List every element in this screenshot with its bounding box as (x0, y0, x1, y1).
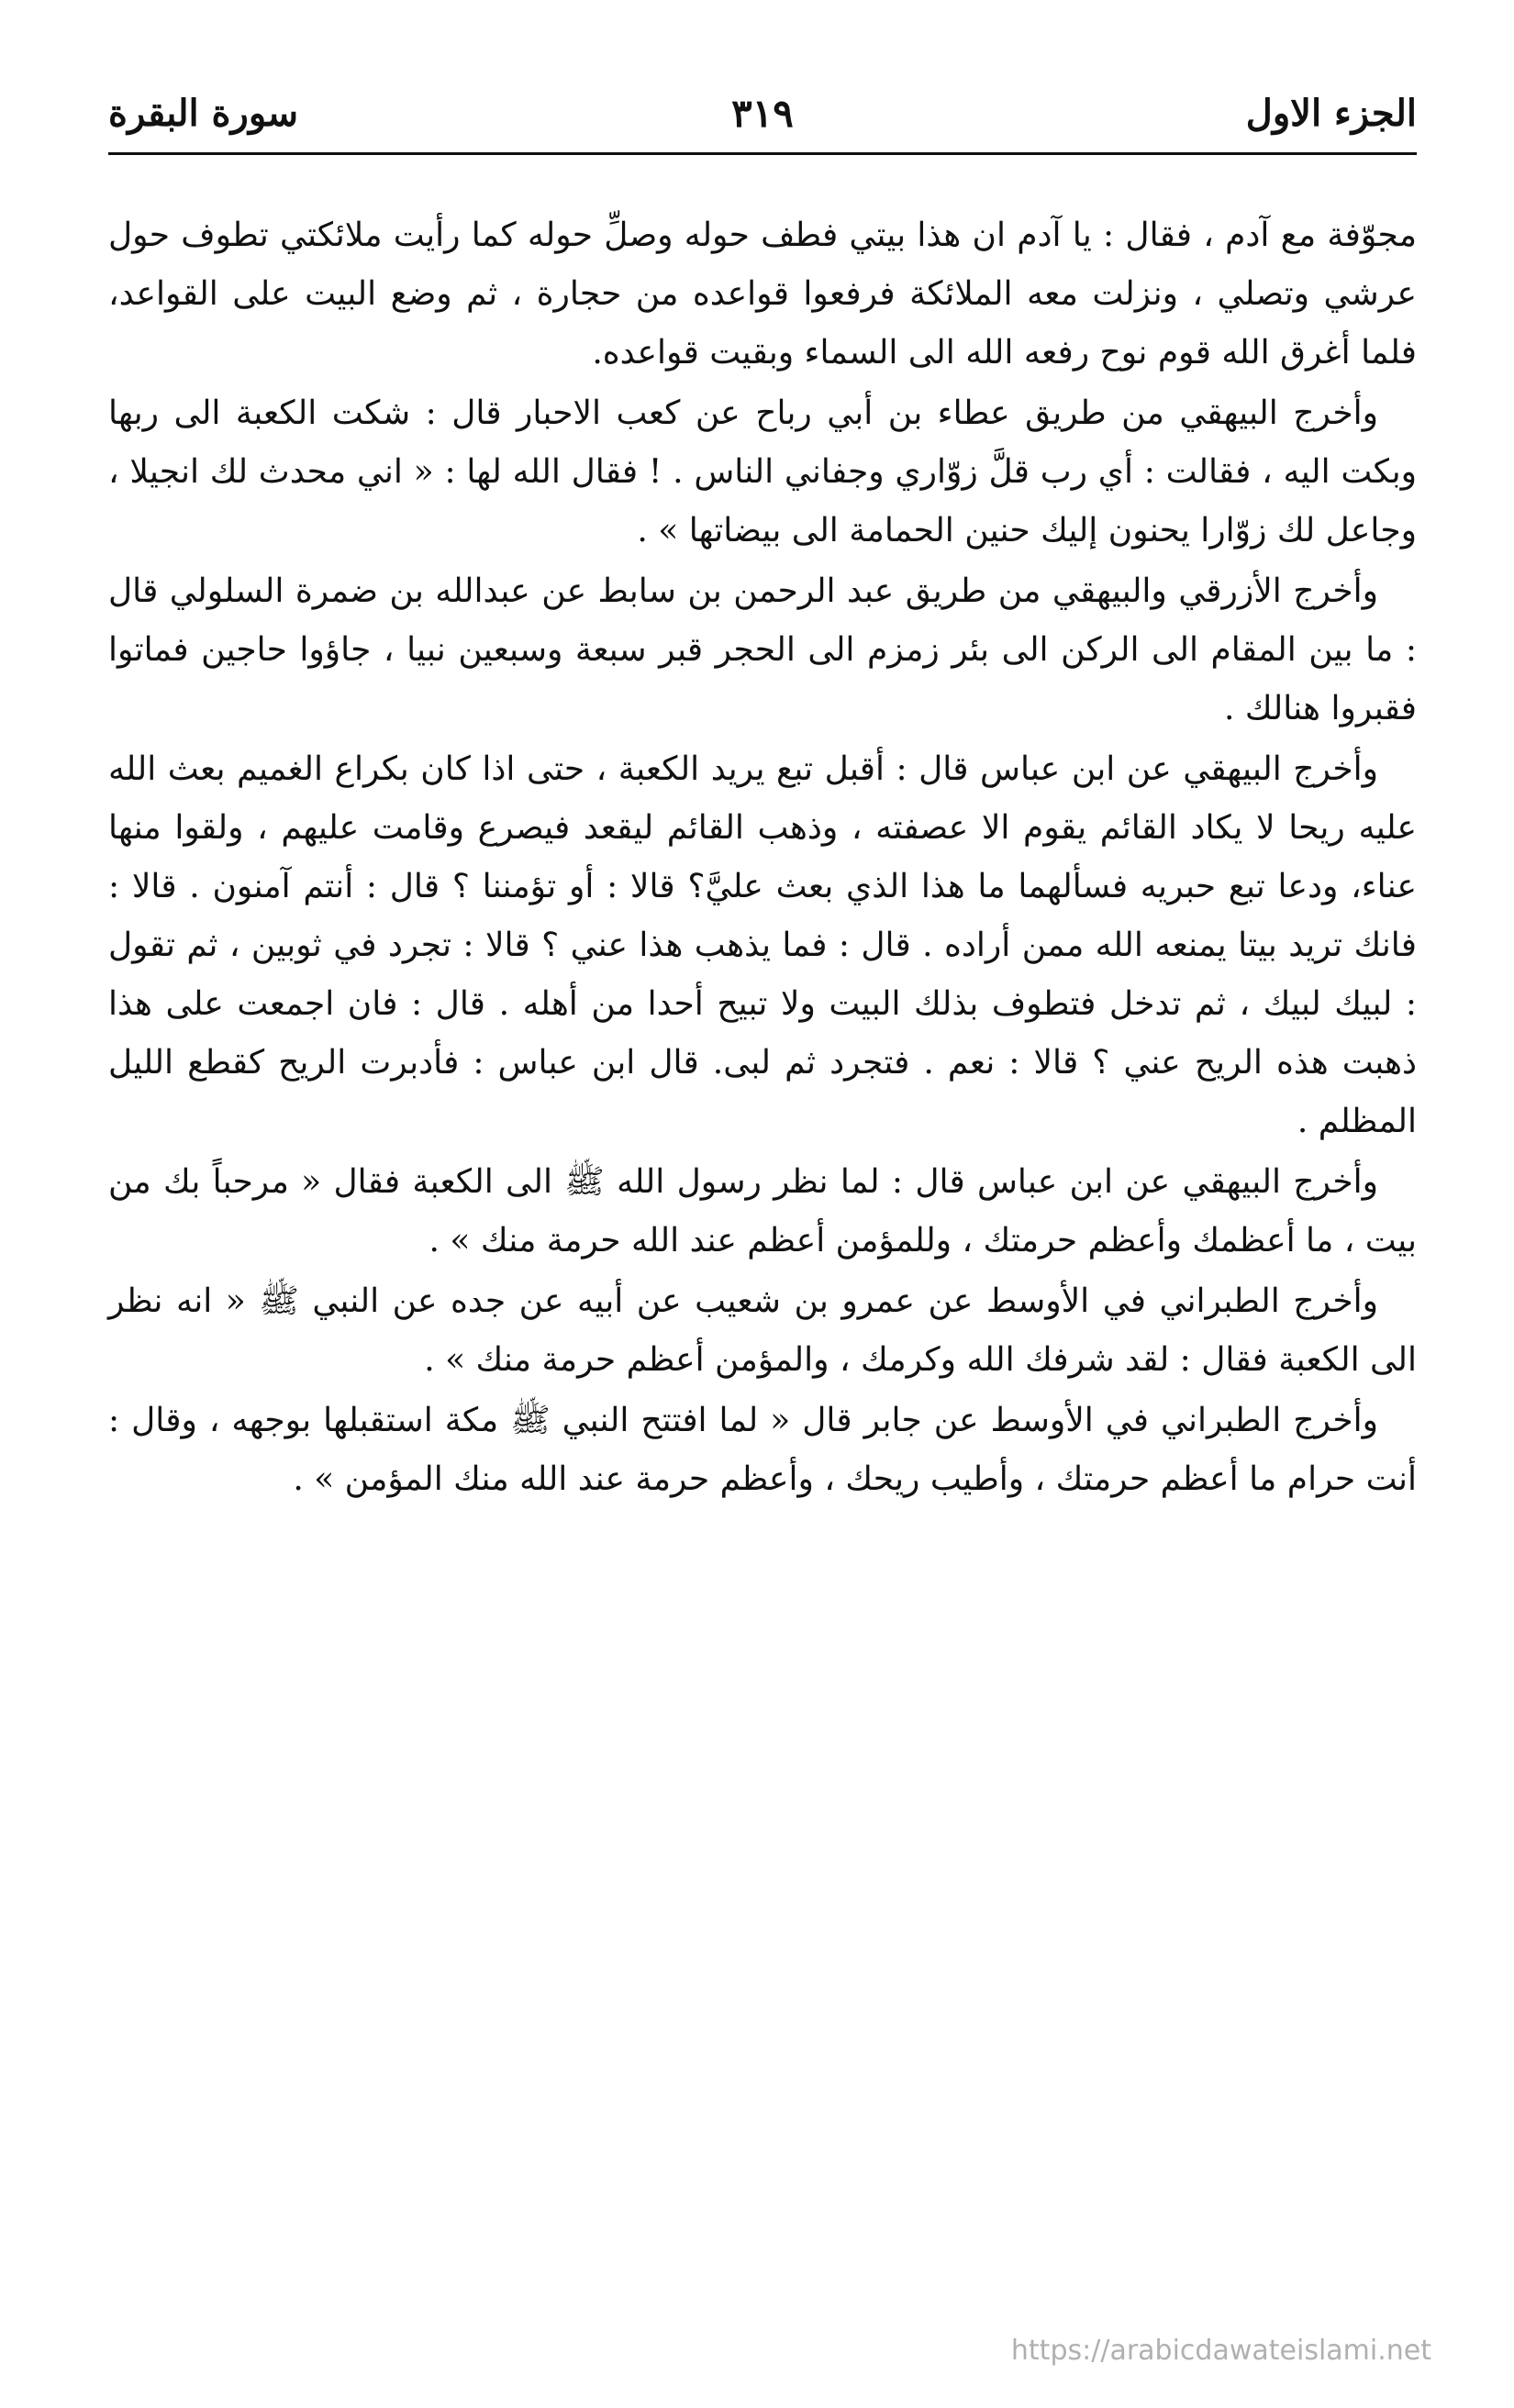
paragraph-azraqi: وأخرج الأزرقي والبيهقي من طريق عبد الرحمن بن سابط عن عبدالله بن ضمرة السلولي قال : ما بين المقام الى الركن الى بئر زمزم الى الحجر قبر سبعة وسبعين نبيا ، جاؤوا حاجين فماتوا فقبروا هنالك . (108, 572, 1417, 727)
paragraph-kaab-al-ahbar: وأخرج البيهقي من طريق عطاء بن أبي رباح عن كعب الاحبار قال : شكت الكعبة الى ربها وبكت اليه ، فقالت : أي رب قلَّ زوّاري وجفاني الناس . ! فقال الله لها : « اني محدث لك انجيلا ، وجاعل لك زوّارا يحنون إليك حنين الحمامة الى بيضاتها » . (108, 394, 1417, 549)
page-body (108, 206, 1417, 1511)
paragraph-ibn-abbas-kaaba: وأخرج البيهقي عن ابن عباس قال : لما نظر رسول الله ﷺ الى الكعبة فقال « مرحباً بك من بيت ، ما أعظمك وأعظم حرمتك ، وللمؤمن أعظم عند الله حرمة منك » . (108, 1163, 1417, 1259)
page-header (108, 81, 1417, 147)
surah-label: سورة البقرة (108, 92, 299, 135)
paragraph-tabarani-jabir: وأخرج الطبراني في الأوسط عن جابر قال « لما افتتح النبي ﷺ مكة استقبلها بوجهه ، وقال : أنت حرام ما أعظم حرمتك ، وأطيب ريحك ، وأعظم حرمة عند الله منك المؤمن » . (108, 1402, 1417, 1498)
page-number: ٣١٩ (731, 91, 794, 136)
paragraph-tubba: وأخرج البيهقي عن ابن عباس قال : أقبل تبع يريد الكعبة ، حتى اذا كان بكراع الغميم بعث الله عليه ريحا لا يكاد القائم يقوم الا عصفته ، وذهب القائم ليقعد فيصرع وقامت عليهم ، ولقوا منها عناء، ودعا تبع حبريه فسألهما ما هذا الذي بعث عليَّ؟ قالا : أو تؤمننا ؟ قال : أنتم آمنون . قالا : فانك تريد بيتا يمنعه الله ممن أراده . قال : فما يذهب هذا عني ؟ قالا : تجرد في ثوبين ، ثم تقول : لبيك لبيك ، ثم تدخل فتطوف بذلك البيت ولا تبيح أحدا من أهله . قال : فان اجمعت على هذا ذهبت هذه الريح عني ؟ قالا : نعم . فتجرد ثم لبى. قال ابن عباس : فأدبرت الريح كقطع الليل المظلم . (108, 750, 1418, 1140)
source-watermark: https://arabicdawateislami.net (1010, 2335, 1431, 2367)
header-divider (108, 152, 1417, 155)
paragraph-continued: مجوّفة مع آدم ، فقال : يا آدم ان هذا بيتي فطف حوله وصلِّ حوله كما رأيت ملائكتي تطوف حول عرشي وتصلي ، ونزلت معه الملائكة فرفعوا قواعده من حجارة ، ثم وضع البيت على القواعد، فلما أغرق الله قوم نوح رفعه الله الى السماء وبقيت قواعده. (108, 216, 1417, 372)
part-label: الجزء الاول (1245, 92, 1417, 135)
paragraph-tabarani-amr: وأخرج الطبراني في الأوسط عن عمرو بن شعيب عن أبيه عن جده عن النبي ﷺ « انه نظر الى الكعبة فقال : لقد شرفك الله وكرمك ، والمؤمن أعظم حرمة منك » . (108, 1282, 1417, 1379)
